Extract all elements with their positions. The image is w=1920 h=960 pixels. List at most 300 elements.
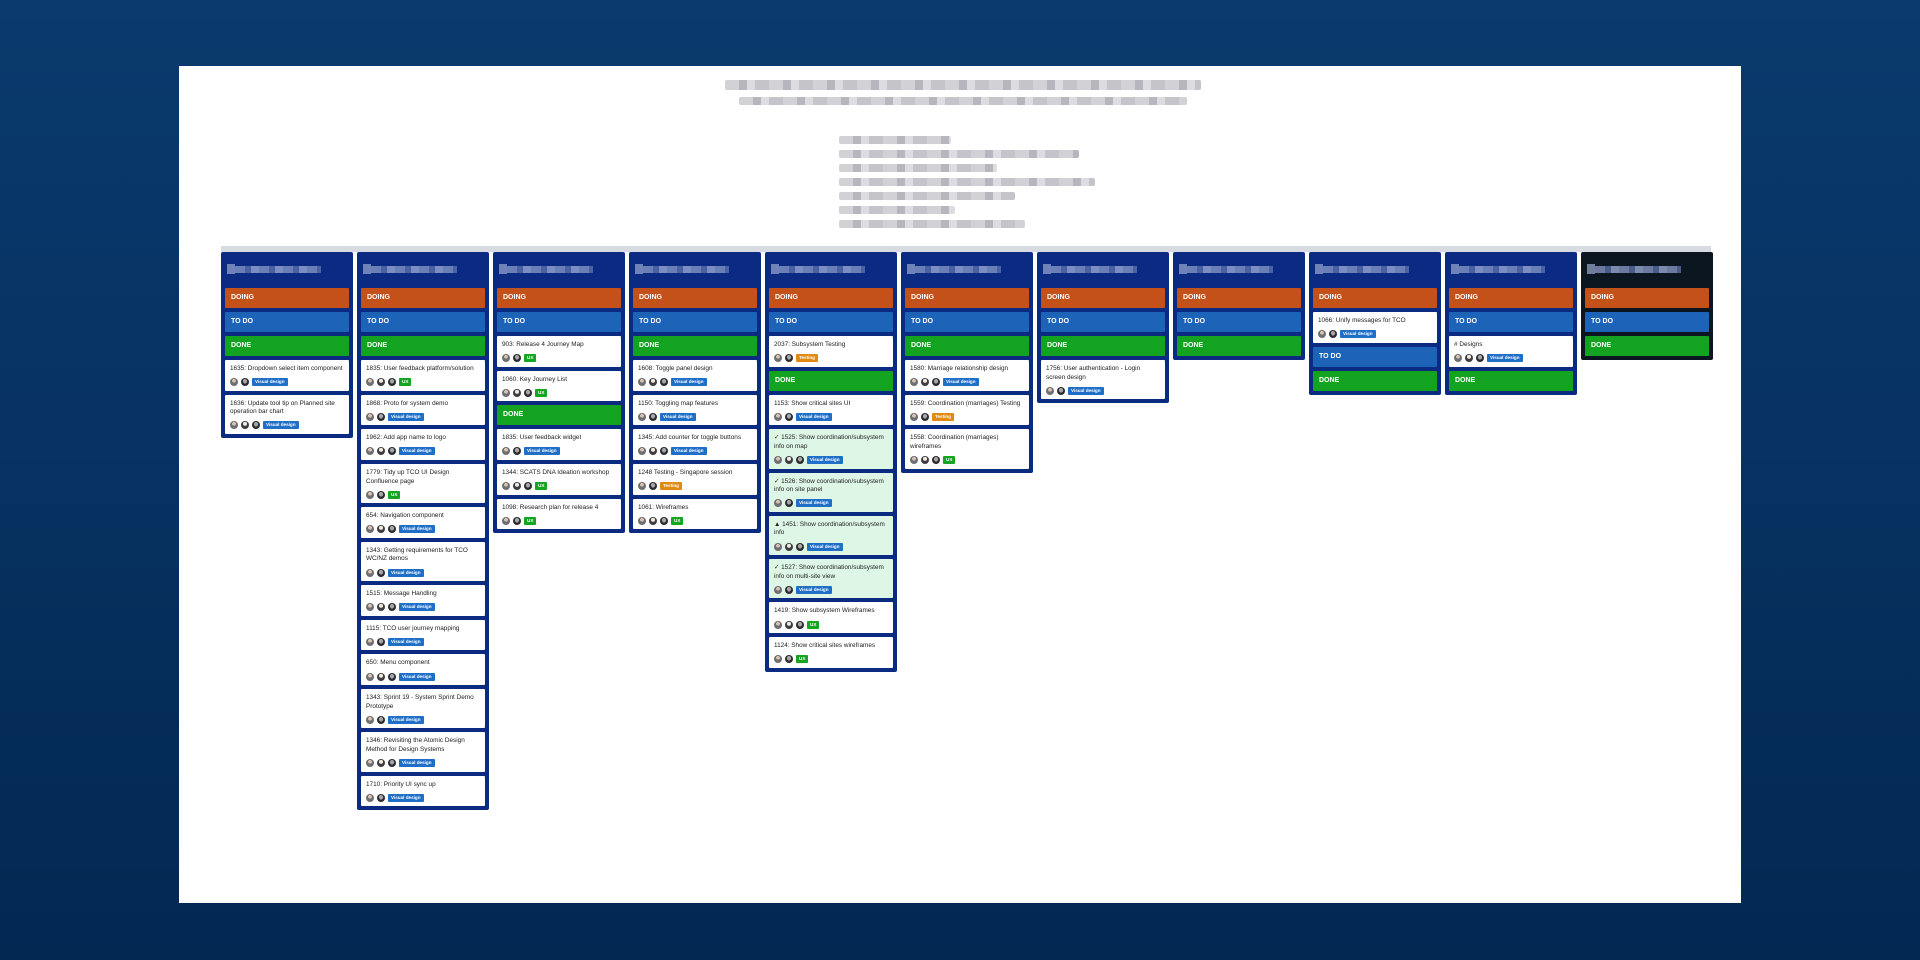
card-title: 1635: Dropdown select item component: [230, 365, 343, 372]
avatar[interactable]: [638, 517, 646, 525]
column-avatar: [771, 264, 779, 274]
blurred-info-line: [839, 206, 955, 214]
label-tag: Visual design: [399, 447, 435, 455]
lane-todo[interactable]: TO DO: [497, 312, 621, 332]
avatar[interactable]: [513, 389, 521, 397]
avatar[interactable]: [366, 759, 374, 767]
avatar[interactable]: [774, 413, 782, 421]
avatar[interactable]: [377, 603, 385, 611]
avatar[interactable]: [649, 447, 657, 455]
avatar[interactable]: [785, 543, 793, 551]
avatar[interactable]: [366, 491, 374, 499]
avatar[interactable]: [377, 569, 385, 577]
task-card[interactable]: [769, 473, 893, 512]
card-meta: [502, 388, 616, 397]
task-card[interactable]: [633, 395, 757, 426]
card-title: 1061: Wireframes: [638, 503, 689, 511]
label-tag: Visual design: [263, 421, 299, 429]
blurred-info-line: [839, 220, 1025, 228]
label-tag: Visual design: [399, 525, 435, 533]
card-meta: [366, 525, 480, 534]
avatar[interactable]: [785, 413, 793, 421]
board-column: [901, 252, 1033, 473]
task-card[interactable]: [225, 360, 349, 391]
board-column: [1581, 252, 1713, 360]
card-title: 903: Release 4 Journey Map: [502, 341, 584, 348]
card-title: ✓ 1525: Show coordination/subsystem info on map: [774, 434, 884, 450]
card-meta: [366, 378, 480, 387]
label-tag: UX: [524, 354, 536, 362]
avatar[interactable]: [502, 354, 510, 362]
board-column: [1037, 252, 1169, 403]
avatar[interactable]: [230, 421, 238, 429]
avatar[interactable]: [230, 378, 238, 386]
card-title: 1060: Key Journey List: [502, 375, 568, 383]
avatar[interactable]: [366, 525, 374, 533]
label-tag: Visual design: [671, 447, 707, 455]
task-card[interactable]: [769, 637, 893, 668]
label-tag: Visual design: [399, 759, 435, 767]
avatar[interactable]: [932, 456, 940, 464]
avatar[interactable]: [366, 447, 374, 455]
avatar[interactable]: [377, 413, 385, 421]
avatar[interactable]: [388, 525, 396, 533]
board-column: [221, 252, 353, 438]
blurred-info-line: [839, 178, 1095, 186]
column-header[interactable]: [497, 252, 621, 284]
label-tag: Visual design: [388, 413, 424, 421]
lane-done[interactable]: DONE: [1313, 371, 1437, 391]
card-title: # Designs: [1454, 341, 1483, 348]
avatar[interactable]: [1476, 354, 1484, 362]
lane-doing[interactable]: DOING: [1313, 288, 1437, 308]
card-meta: [502, 354, 616, 363]
column-avatar: [1315, 264, 1323, 274]
avatar[interactable]: [785, 655, 793, 663]
label-tag: Visual design: [388, 716, 424, 724]
avatar[interactable]: [513, 517, 521, 525]
task-card[interactable]: [361, 542, 485, 581]
avatar[interactable]: [638, 413, 646, 421]
lane-doing[interactable]: DOING: [1041, 288, 1165, 308]
task-card[interactable]: [633, 464, 757, 495]
avatar[interactable]: [366, 673, 374, 681]
board-column: [1445, 252, 1577, 395]
card-meta: [638, 516, 752, 525]
lane-todo[interactable]: TO DO: [1177, 312, 1301, 332]
column-avatar: [1179, 264, 1187, 274]
avatar[interactable]: [524, 389, 532, 397]
card-meta: [774, 655, 888, 664]
lane-todo[interactable]: TO DO: [633, 312, 757, 332]
label-tag: Visual design: [807, 543, 843, 551]
task-card[interactable]: [497, 429, 621, 460]
card-title: 1419: Show subsystem Wireframes: [774, 607, 875, 615]
avatar[interactable]: [377, 794, 385, 802]
lane-doing[interactable]: DOING: [1585, 288, 1709, 308]
card-title: 1515: Message Handling: [366, 590, 437, 598]
label-tag: UX: [943, 456, 955, 464]
avatar[interactable]: [388, 447, 396, 455]
label-tag: Visual design: [796, 586, 832, 594]
avatar[interactable]: [366, 378, 374, 386]
task-card[interactable]: [769, 559, 893, 598]
task-card[interactable]: [769, 516, 893, 555]
card-title: 1835: User feedback widget: [502, 434, 582, 442]
card-meta: [230, 378, 344, 387]
card-title: ✓ 1526: Show coordination/subsystem info on site panel: [774, 477, 884, 494]
card-meta: [638, 412, 752, 421]
lane-doing[interactable]: DOING: [633, 288, 757, 308]
card-title: 1962: Add app name to logo: [366, 434, 446, 442]
label-tag: Visual design: [796, 499, 832, 507]
label-tag: Visual design: [671, 378, 707, 386]
lane-todo[interactable]: TO DO: [1313, 347, 1437, 367]
lane-todo[interactable]: TO DO: [1585, 312, 1709, 332]
avatar[interactable]: [649, 517, 657, 525]
avatar[interactable]: [638, 482, 646, 490]
task-card[interactable]: [497, 371, 621, 402]
card-title: 2037: Subsystem Testing: [774, 341, 846, 348]
blurred-info-line: [839, 150, 1079, 158]
task-card[interactable]: [1449, 336, 1573, 367]
avatar[interactable]: [377, 525, 385, 533]
column-header[interactable]: [905, 252, 1029, 284]
avatar[interactable]: [785, 499, 793, 507]
card-title: 1608: Toggle panel design: [638, 365, 713, 372]
avatar[interactable]: [774, 621, 782, 629]
column-header[interactable]: [1449, 252, 1573, 284]
card-meta: [774, 585, 888, 594]
label-tag: Visual design: [388, 638, 424, 646]
lane-doing[interactable]: DOING: [225, 288, 349, 308]
task-card[interactable]: [361, 464, 485, 503]
blurred-column-title: [507, 266, 593, 273]
label-tag: Visual design: [388, 794, 424, 802]
avatar[interactable]: [502, 447, 510, 455]
label-tag: Visual design: [807, 456, 843, 464]
avatar[interactable]: [638, 378, 646, 386]
avatar[interactable]: [910, 378, 918, 386]
avatar[interactable]: [388, 673, 396, 681]
column-header[interactable]: [1041, 252, 1165, 284]
avatar[interactable]: [910, 413, 918, 421]
blurred-column-title: [779, 266, 865, 273]
task-card[interactable]: [633, 499, 757, 530]
task-card[interactable]: [361, 689, 485, 728]
avatar[interactable]: [377, 638, 385, 646]
avatar[interactable]: [921, 456, 929, 464]
card-meta: [366, 490, 480, 499]
task-card[interactable]: [905, 395, 1029, 426]
task-card[interactable]: [1041, 360, 1165, 399]
lane-doing[interactable]: DOING: [497, 288, 621, 308]
lane-todo[interactable]: TO DO: [1449, 312, 1573, 332]
avatar[interactable]: [366, 794, 374, 802]
label-tag: Visual design: [1487, 354, 1523, 362]
task-card[interactable]: [769, 429, 893, 468]
avatar[interactable]: [366, 413, 374, 421]
avatar[interactable]: [649, 413, 657, 421]
blurred-info-line: [839, 136, 951, 144]
card-meta: [502, 516, 616, 525]
task-card[interactable]: [1313, 312, 1437, 343]
lane-doing[interactable]: DOING: [1177, 288, 1301, 308]
task-card[interactable]: [769, 395, 893, 426]
card-meta: [910, 456, 1024, 465]
lane-done[interactable]: DONE: [1585, 336, 1709, 356]
task-card[interactable]: [361, 585, 485, 616]
avatar[interactable]: [660, 378, 668, 386]
card-title: 1343: Sprint 19 - System Sprint Demo Prototype: [366, 694, 474, 710]
label-tag: Visual design: [252, 378, 288, 386]
blurred-info-line: [839, 164, 997, 172]
avatar[interactable]: [377, 491, 385, 499]
card-title: ▲ 1451: Show coordination/subsystem info: [774, 520, 885, 537]
label-tag: UX: [535, 482, 547, 490]
avatar[interactable]: [252, 421, 260, 429]
avatar[interactable]: [1057, 387, 1065, 395]
label-tag: Visual design: [943, 378, 979, 386]
lane-doing[interactable]: DOING: [1449, 288, 1573, 308]
avatar[interactable]: [796, 543, 804, 551]
avatar[interactable]: [660, 447, 668, 455]
avatar[interactable]: [377, 759, 385, 767]
avatar[interactable]: [774, 586, 782, 594]
avatar[interactable]: [388, 759, 396, 767]
lane-done[interactable]: DONE: [905, 336, 1029, 356]
avatar[interactable]: [366, 638, 374, 646]
avatar[interactable]: [638, 447, 646, 455]
card-title: 1558: Coordination (marriages) wireframes: [910, 434, 999, 450]
task-card[interactable]: [905, 429, 1029, 468]
column-header[interactable]: [361, 252, 485, 284]
avatar[interactable]: [785, 586, 793, 594]
avatar[interactable]: [1329, 330, 1337, 338]
column-header[interactable]: [1585, 252, 1709, 284]
task-card[interactable]: [361, 620, 485, 651]
task-card[interactable]: [497, 499, 621, 530]
avatar[interactable]: [774, 655, 782, 663]
card-title: 1153: Show critical sites UI: [774, 399, 851, 407]
task-card[interactable]: [497, 336, 621, 367]
card-meta: [1046, 386, 1160, 395]
card-meta: [774, 542, 888, 551]
column-header[interactable]: [225, 252, 349, 284]
card-meta: [366, 793, 480, 802]
card-meta: [502, 482, 616, 491]
avatar[interactable]: [241, 378, 249, 386]
lane-done[interactable]: DONE: [361, 336, 485, 356]
lane-done[interactable]: DONE: [633, 336, 757, 356]
lane-todo[interactable]: TO DO: [225, 312, 349, 332]
card-meta: [910, 412, 1024, 421]
avatar[interactable]: [649, 378, 657, 386]
label-tag: UX: [388, 491, 400, 499]
label-tag: Testing: [660, 482, 682, 490]
card-meta: [774, 620, 888, 629]
card-title: 1559: Coordination (marriages) Testing: [910, 399, 1021, 407]
avatar[interactable]: [241, 421, 249, 429]
lane-done[interactable]: DONE: [1177, 336, 1301, 356]
avatar[interactable]: [1465, 354, 1473, 362]
card-title: 1636: Update tool tip on Planned site operation bar chart: [230, 399, 335, 416]
board-column: [629, 252, 761, 533]
avatar[interactable]: [774, 543, 782, 551]
lane-done[interactable]: DONE: [497, 405, 621, 425]
avatar[interactable]: [774, 456, 782, 464]
avatar[interactable]: [513, 354, 521, 362]
avatar[interactable]: [502, 389, 510, 397]
card-meta: [366, 759, 480, 768]
avatar[interactable]: [1318, 330, 1326, 338]
task-card[interactable]: [769, 336, 893, 367]
card-title: 1868: Proto for system demo: [366, 399, 449, 407]
avatar[interactable]: [649, 482, 657, 490]
label-tag: Visual design: [1340, 330, 1376, 338]
lane-doing[interactable]: DOING: [905, 288, 1029, 308]
task-card[interactable]: [361, 429, 485, 460]
lane-doing[interactable]: DOING: [769, 288, 893, 308]
avatar[interactable]: [785, 456, 793, 464]
column-header[interactable]: [769, 252, 893, 284]
lane-done[interactable]: DONE: [225, 336, 349, 356]
avatar[interactable]: [366, 603, 374, 611]
label-tag: UX: [807, 621, 819, 629]
card-meta: [366, 637, 480, 646]
avatar[interactable]: [377, 716, 385, 724]
avatar[interactable]: [660, 517, 668, 525]
avatar[interactable]: [502, 517, 510, 525]
card-title: 1710: Priority UI sync up: [366, 780, 436, 788]
avatar[interactable]: [366, 569, 374, 577]
avatar[interactable]: [377, 378, 385, 386]
label-tag: UX: [535, 389, 547, 397]
avatar[interactable]: [377, 673, 385, 681]
avatar[interactable]: [774, 499, 782, 507]
label-tag: Testing: [796, 354, 818, 362]
blurred-column-title: [1187, 266, 1273, 273]
blurred-title: [725, 80, 1201, 90]
label-tag: Visual design: [388, 569, 424, 577]
avatar[interactable]: [513, 482, 521, 490]
label-tag: Visual design: [1068, 387, 1104, 395]
label-tag: Visual design: [796, 413, 832, 421]
card-title: 1756: User authentication - Login screen design: [1046, 365, 1141, 381]
avatar[interactable]: [513, 447, 521, 455]
task-card[interactable]: [905, 360, 1029, 391]
card-title: 654: Navigation component: [366, 512, 444, 520]
card-meta: [774, 354, 888, 363]
task-card[interactable]: [497, 464, 621, 495]
task-card[interactable]: [769, 602, 893, 633]
avatar[interactable]: [502, 482, 510, 490]
card-title: 1580: Marriage relationship design: [910, 365, 1009, 372]
column-header[interactable]: [1313, 252, 1437, 284]
card-title: 1115: TCO user journey mapping: [366, 624, 460, 632]
lane-done[interactable]: DONE: [1041, 336, 1165, 356]
card-meta: [910, 378, 1024, 387]
card-meta: [366, 568, 480, 577]
task-card[interactable]: [633, 429, 757, 460]
blurred-info-line: [839, 192, 1015, 200]
lane-done[interactable]: DONE: [1449, 371, 1573, 391]
lane-todo[interactable]: TO DO: [361, 312, 485, 332]
task-card[interactable]: [361, 360, 485, 391]
avatar[interactable]: [1046, 387, 1054, 395]
avatar[interactable]: [785, 621, 793, 629]
card-meta: [1318, 330, 1432, 339]
avatar[interactable]: [910, 456, 918, 464]
lane-done[interactable]: DONE: [769, 371, 893, 391]
blurred-column-title: [1595, 266, 1681, 273]
blurred-column-title: [1051, 266, 1137, 273]
label-tag: UX: [399, 378, 411, 386]
task-card[interactable]: [633, 360, 757, 391]
blurred-column-title: [235, 266, 321, 273]
blurred-subtitle: [739, 97, 1187, 105]
avatar[interactable]: [388, 603, 396, 611]
card-meta: [366, 672, 480, 681]
avatar[interactable]: [785, 354, 793, 362]
card-meta: [366, 715, 480, 724]
column-header[interactable]: [1177, 252, 1301, 284]
card-title: 1124: Show critical sites wireframes: [774, 642, 876, 650]
column-avatar: [1587, 264, 1595, 274]
avatar[interactable]: [932, 378, 940, 386]
task-card[interactable]: [361, 654, 485, 685]
avatar[interactable]: [377, 447, 385, 455]
lane-todo[interactable]: TO DO: [769, 312, 893, 332]
column-avatar: [227, 264, 235, 274]
avatar[interactable]: [388, 378, 396, 386]
lane-todo[interactable]: TO DO: [1041, 312, 1165, 332]
column-header[interactable]: [633, 252, 757, 284]
task-card[interactable]: [361, 395, 485, 426]
blurred-column-title: [643, 266, 729, 273]
card-title: 1150: Toggling map features: [638, 399, 719, 407]
board-column: [493, 252, 625, 533]
label-tag: Visual design: [399, 673, 435, 681]
task-card[interactable]: [361, 776, 485, 807]
card-title: 1346: Revisiting the Atomic Design Method for Design Systems: [366, 737, 465, 753]
avatar[interactable]: [774, 354, 782, 362]
label-tag: Visual design: [660, 413, 696, 421]
column-avatar: [499, 264, 507, 274]
card-meta: [366, 447, 480, 456]
board-column: [765, 252, 897, 672]
avatar[interactable]: [1454, 354, 1462, 362]
task-card[interactable]: [225, 395, 349, 434]
avatar[interactable]: [366, 716, 374, 724]
label-tag: UX: [671, 517, 683, 525]
avatar[interactable]: [796, 621, 804, 629]
board-column: [1309, 252, 1441, 395]
task-card[interactable]: [361, 507, 485, 538]
avatar[interactable]: [524, 482, 532, 490]
avatar[interactable]: [796, 456, 804, 464]
card-meta: [774, 499, 888, 508]
task-card[interactable]: [361, 732, 485, 771]
blurred-column-title: [1323, 266, 1409, 273]
lane-todo[interactable]: TO DO: [905, 312, 1029, 332]
board-column: [1173, 252, 1305, 360]
column-avatar: [907, 264, 915, 274]
avatar[interactable]: [921, 378, 929, 386]
lane-doing[interactable]: DOING: [361, 288, 485, 308]
avatar[interactable]: [921, 413, 929, 421]
card-meta: [638, 378, 752, 387]
